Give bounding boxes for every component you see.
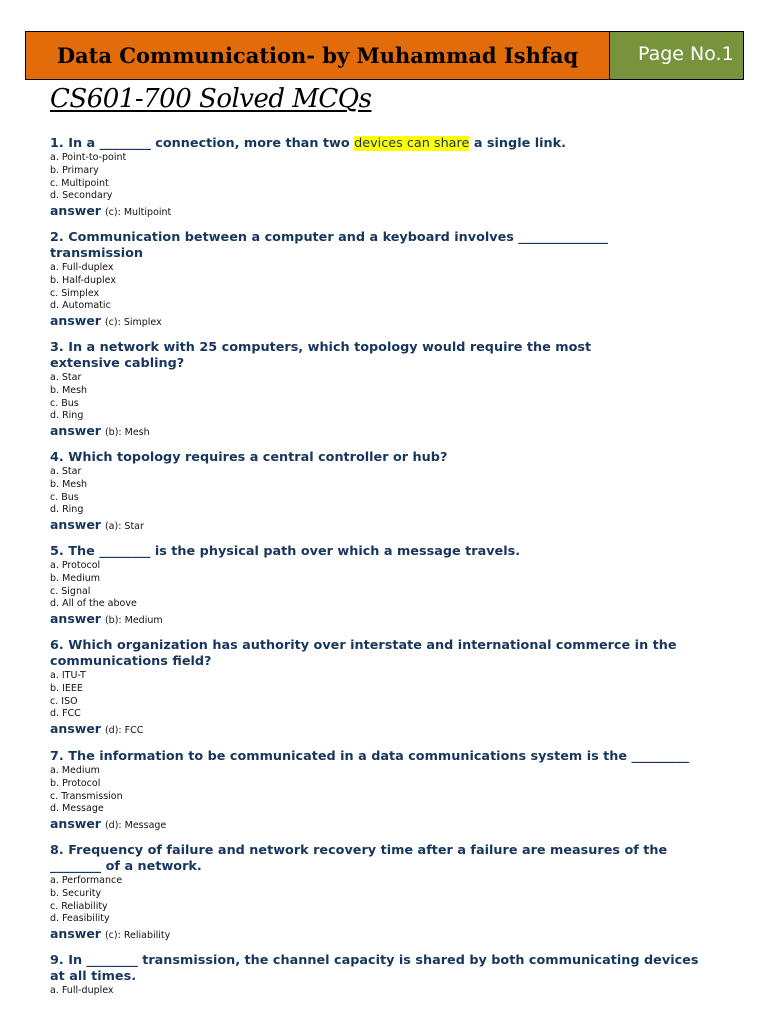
option: d. Ring [50, 410, 84, 422]
answer: answer (d): FCC [50, 721, 144, 737]
question-text: 4. Which topology requires a central controller or hub? [50, 450, 448, 465]
answer: answer (b): Medium [50, 611, 163, 627]
question-text: 2. Communication between a computer and a keyboard involves ______________ transmission [50, 230, 608, 261]
option: c. Multipoint [50, 177, 109, 189]
option: b. Security [50, 887, 102, 899]
option: a. ITU-T [50, 670, 86, 681]
answer: answer (c): Simplex [50, 313, 162, 329]
question-1 [50, 136, 730, 221]
option: d. Message [50, 803, 104, 815]
option: b. Protocol [50, 777, 101, 789]
option: c. Bus [50, 491, 79, 503]
question-text: 7. The information to be communicated in a data communications system is the _________ [50, 749, 690, 764]
answer: answer (a): Star [50, 517, 144, 533]
option: d. All of the above [50, 598, 137, 610]
option: d. Ring [50, 504, 84, 516]
option: c. Reliability [50, 900, 108, 912]
option: a. Star [50, 466, 82, 477]
question-2 [50, 230, 650, 331]
option: a. Full-duplex [50, 262, 114, 273]
option: d. Feasibility [50, 913, 110, 925]
question-7 [50, 749, 730, 834]
option: a. Performance [50, 875, 123, 886]
question-text: 6. Which organization has authority over interstate and international commerce in the communications field? [50, 638, 677, 669]
question-text: 5. The ________ is the physical path over which a message travels. [50, 544, 521, 559]
page-number-label: Page No.1 [610, 31, 744, 80]
option: a. Full-duplex [50, 985, 114, 996]
answer: answer (c): Reliability [50, 926, 171, 942]
option: c. Simplex [50, 287, 100, 299]
option: a. Medium [50, 765, 100, 776]
document-title: CS601-700 Solved MCQs [50, 84, 372, 114]
answer: answer (d): Message [50, 816, 167, 832]
answer: answer (b): Mesh [50, 423, 150, 439]
question-text: 8. Frequency of failure and network recovery time after a failure are measures of the ________ of a network. [50, 843, 668, 874]
option: d. Automatic [50, 300, 111, 312]
question-text: 1. In a ________ connection, more than two devices can share a single link. [50, 136, 566, 151]
question-text: 3. In a network with 25 computers, which topology would require the most extensive cabling? [50, 340, 592, 371]
question-6 [50, 638, 690, 739]
option: b. IEEE [50, 682, 83, 694]
question-4 [50, 450, 730, 535]
option: b. Mesh [50, 384, 88, 396]
answer: answer (c): Multipoint [50, 203, 172, 219]
question-text: 9. In ________ transmission, the channel capacity is shared by both communicating devices at all times. [50, 953, 699, 984]
option: d. FCC [50, 708, 81, 720]
option: a. Point-to-point [50, 152, 127, 163]
question-3 [50, 340, 610, 441]
option: c. Transmission [50, 790, 123, 802]
highlighted-text: devices can share [354, 136, 470, 151]
option: c. ISO [50, 695, 78, 707]
option: b. Medium [50, 572, 101, 584]
option: c. Signal [50, 585, 91, 597]
question-5 [50, 544, 730, 629]
option: c. Bus [50, 397, 79, 409]
option: b. Primary [50, 164, 99, 176]
option: b. Half-duplex [50, 274, 116, 286]
option: a. Star [50, 372, 82, 383]
header-title: Data Communication- by Muhammad Ishfaq [25, 31, 610, 80]
question-8 [50, 843, 670, 944]
option: d. Secondary [50, 190, 113, 202]
option: a. Protocol [50, 560, 101, 571]
option: b. Mesh [50, 478, 88, 490]
page-header [25, 31, 744, 80]
question-9 [50, 953, 710, 998]
